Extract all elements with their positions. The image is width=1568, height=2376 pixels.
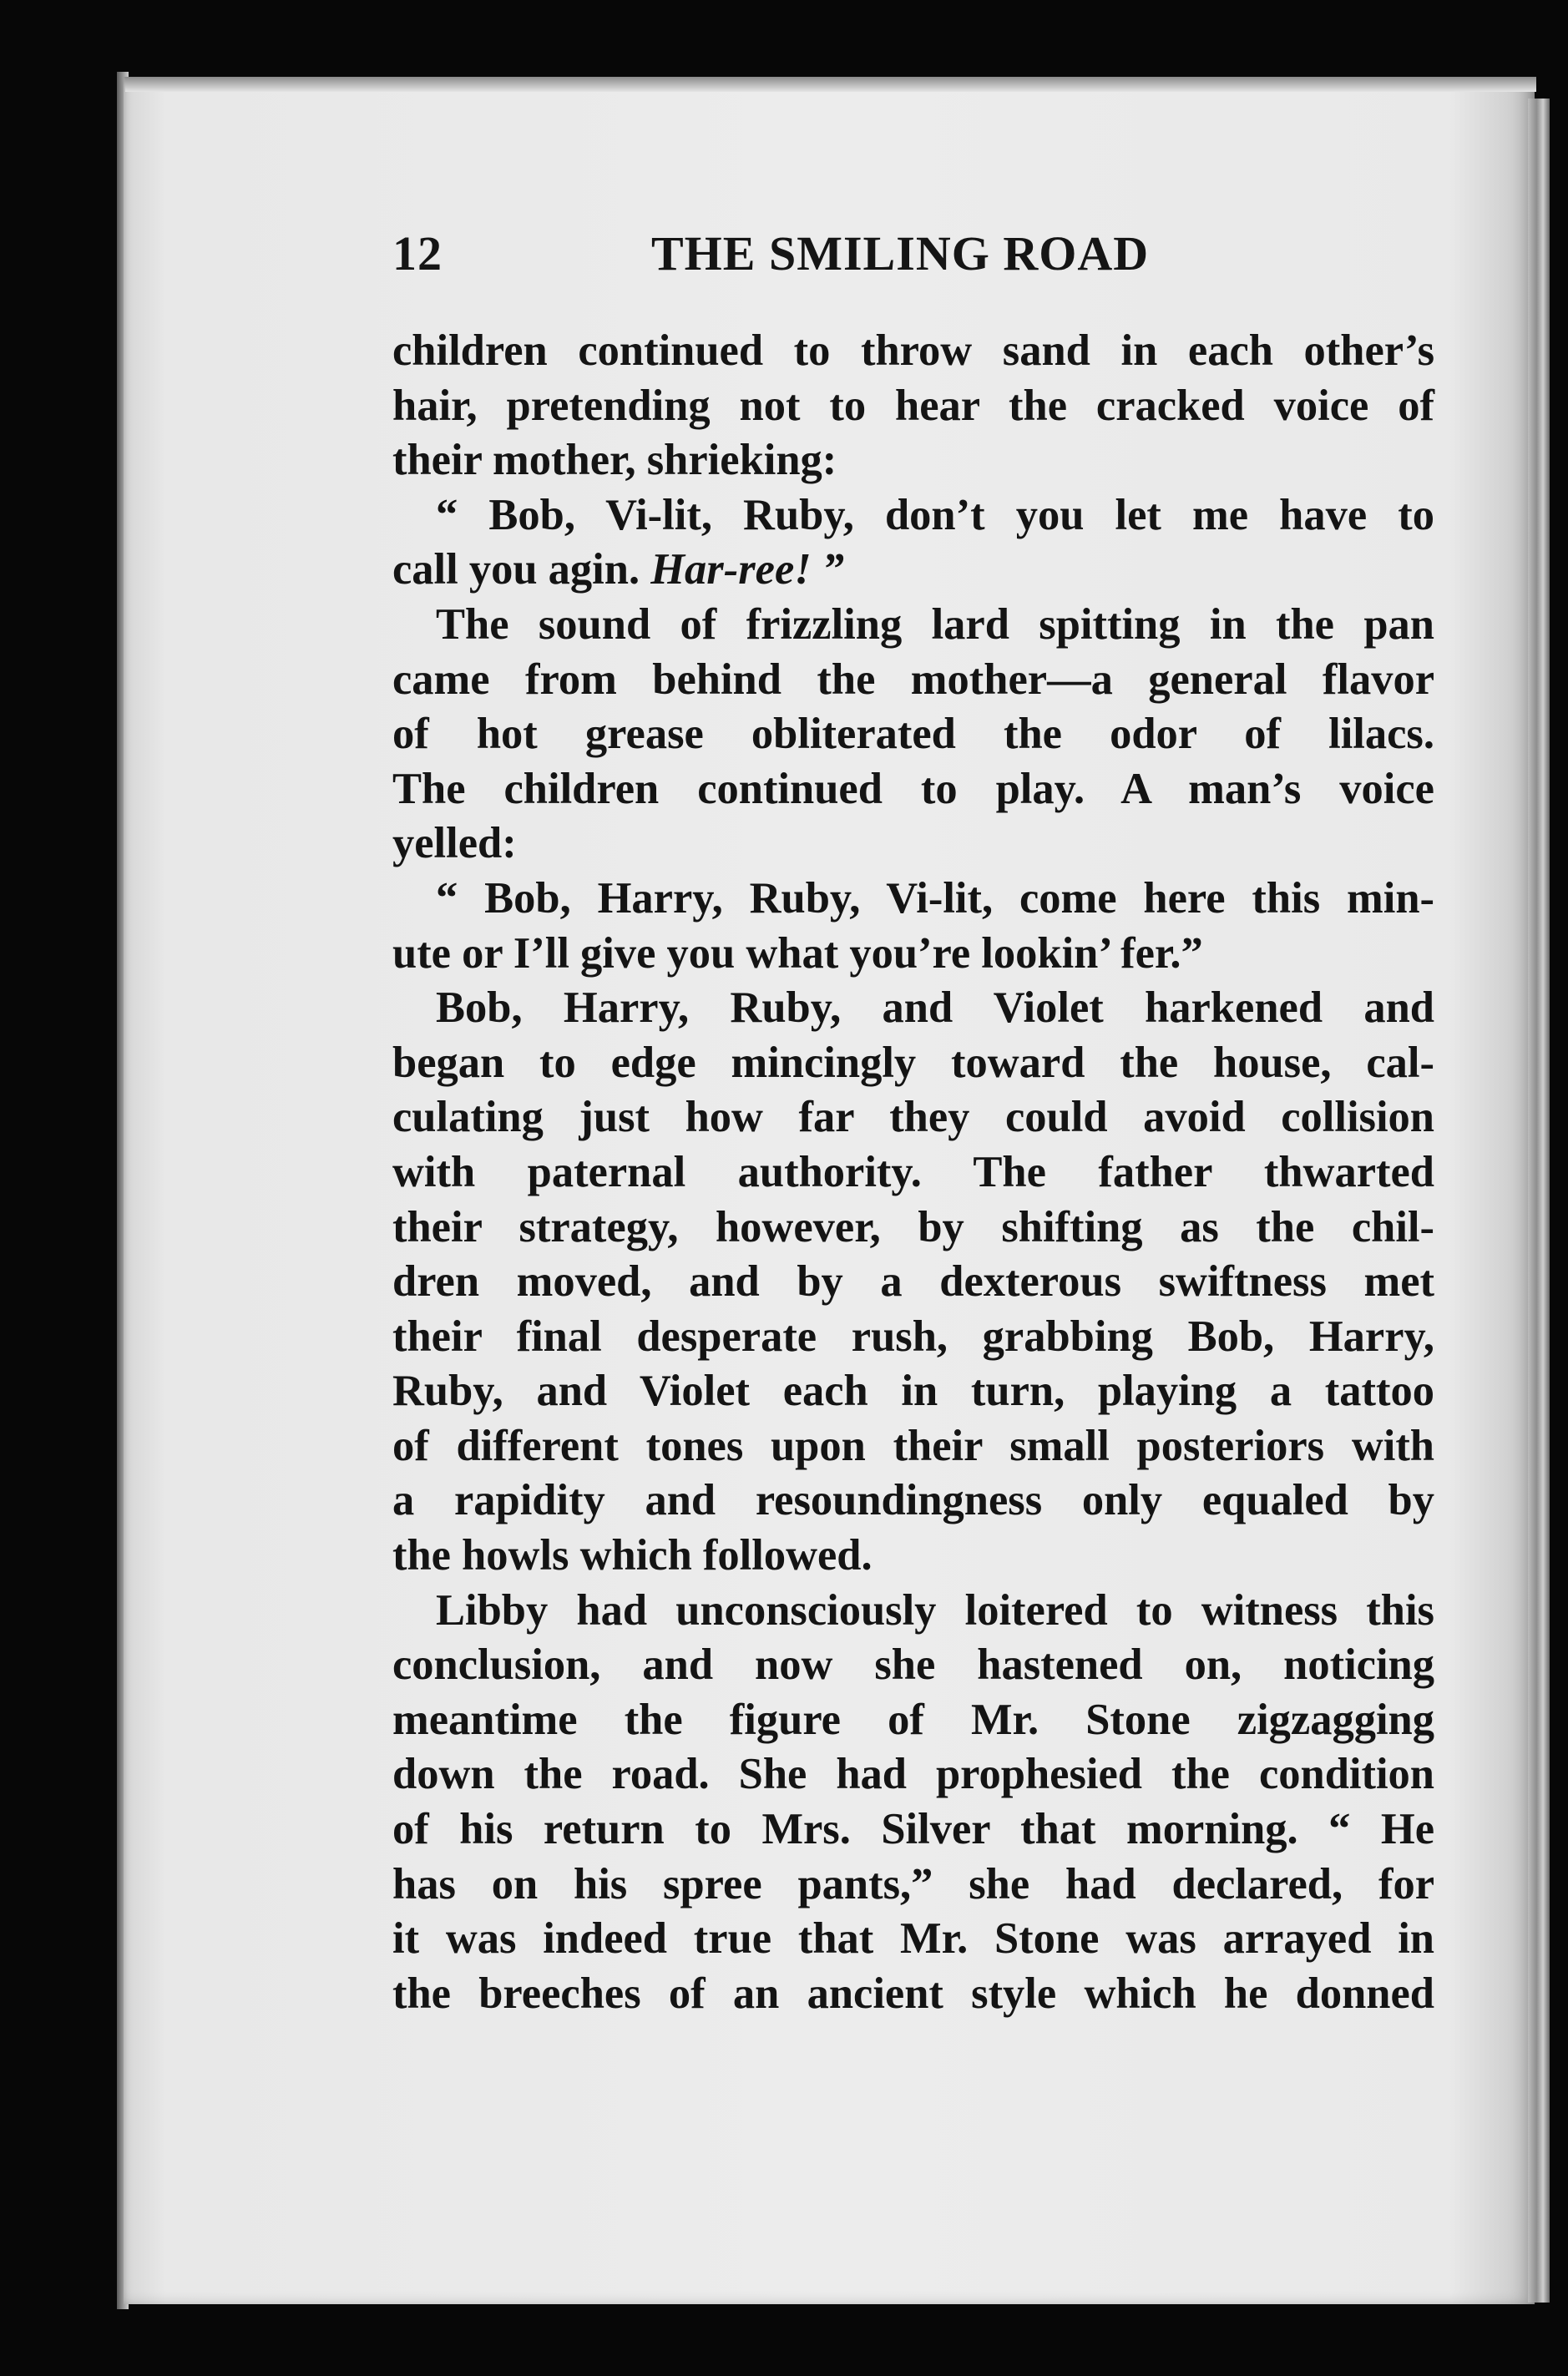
text-line: the howls which followed. bbox=[392, 1531, 873, 1580]
text-fragment-end: “ He bbox=[1328, 1805, 1434, 1854]
text-line: down the road. She had prophesied the condition bbox=[392, 1750, 1434, 1799]
page-right-edge bbox=[1528, 99, 1550, 2303]
text-line: “ Bob, Vi-lit, Ruby, don’t you let me have to bbox=[436, 490, 1434, 539]
italic-fragment: Har-ree! ” bbox=[650, 545, 845, 594]
text-line: dren moved, and by a dexterous swiftness met bbox=[392, 1257, 1434, 1307]
text-line: yelled: bbox=[392, 819, 517, 868]
text-line bbox=[392, 543, 1434, 598]
text-fragment: of his return to Mrs. Silver that morning. bbox=[392, 1805, 1298, 1854]
text-line: with paternal authority. The father thwarted bbox=[392, 1147, 1434, 1196]
text-line: has on his spree pants,” she had declared, for bbox=[392, 1859, 1434, 1908]
page-number: 12 bbox=[392, 226, 443, 281]
text-line: ute or I’ll give you what you’re lookin’ fer.” bbox=[392, 928, 1203, 978]
text-line: of hot grease obliterated the odor of lilacs. bbox=[392, 710, 1434, 759]
text-line: The children continued to play. A man’s voice bbox=[392, 764, 1434, 813]
text-line: Bob, Harry, Ruby, and Violet harkened and bbox=[436, 983, 1434, 1033]
text-fragment: call you agin. bbox=[392, 545, 640, 594]
text-line: of different tones upon their small posteriors with bbox=[392, 1421, 1434, 1470]
text-line: Ruby, and Violet each in turn, playing a tattoo bbox=[392, 1367, 1434, 1416]
text-line: it was indeed true that Mr. Stone was arrayed in bbox=[392, 1914, 1434, 1964]
text-line: their strategy, however, by shifting as the chil- bbox=[392, 1202, 1434, 1251]
text-line bbox=[392, 1802, 1434, 1858]
text-line: a rapidity and resoundingness only equaled by bbox=[392, 1476, 1434, 1525]
text-line: hair, pretending not to hear the cracked voice of bbox=[392, 381, 1434, 430]
text-line: began to edge mincingly toward the house, cal- bbox=[392, 1038, 1434, 1087]
text-line: came from behind the mother—a general flavor bbox=[392, 655, 1434, 704]
text-line: “ Bob, Harry, Ruby, Vi-lit, come here this min- bbox=[436, 873, 1434, 923]
text-line: their mother, shrieking: bbox=[392, 436, 837, 485]
text-line: culating just how far they could avoid collision bbox=[392, 1093, 1434, 1142]
body-text bbox=[392, 324, 1434, 2021]
text-line: conclusion, and now she hastened on, noticing bbox=[392, 1640, 1434, 1690]
text-line: children continued to throw sand in each other’s bbox=[392, 326, 1434, 375]
text-line: their final desperate rush, grabbing Bob, Harry, bbox=[392, 1312, 1434, 1361]
text-line: meantime the figure of Mr. Stone zigzagging bbox=[392, 1695, 1434, 1744]
text-line: Libby had unconsciously loitered to witness this bbox=[436, 1585, 1434, 1635]
running-head: THE SMILING ROAD bbox=[651, 226, 1150, 281]
text-line: the breeches of an ancient style which he donned bbox=[392, 1969, 1434, 2018]
text-line: The sound of frizzling lard spitting in the pan bbox=[436, 599, 1434, 649]
page-header bbox=[392, 225, 1436, 281]
page-top-edge bbox=[125, 77, 1536, 92]
